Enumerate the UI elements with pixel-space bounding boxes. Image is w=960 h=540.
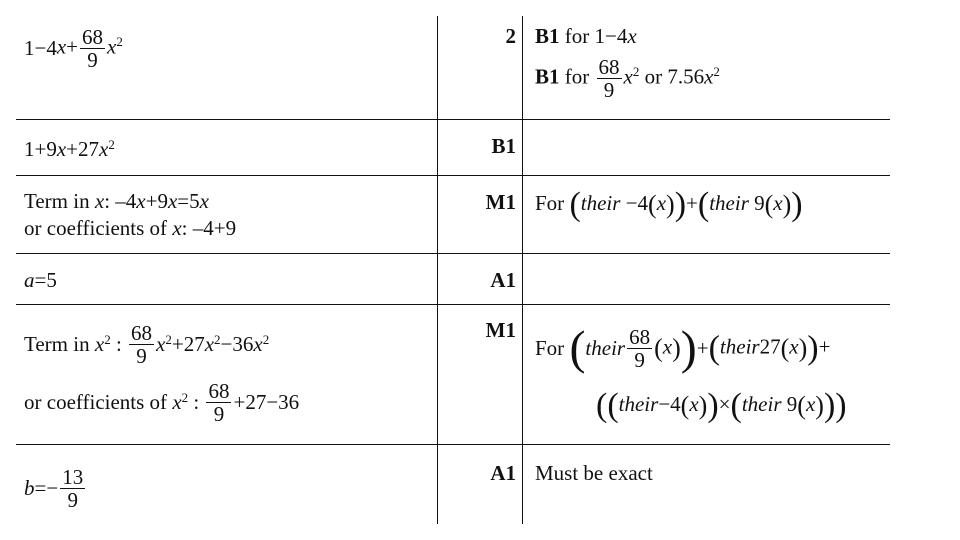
row-divider (16, 304, 890, 305)
fraction: $\frac{68}{9}$ (629, 325, 651, 373)
answer-row-1: 1−4x+ $\frac{68}{9}$ $x^2$ (24, 25, 123, 73)
guidance-row-1-line-1: B1 for 1−4x (535, 24, 637, 48)
column-divider-right (522, 16, 523, 524)
guidance-row-5-line-2: ((their−4(x))×(their 9(x))) (596, 387, 847, 425)
row-divider (16, 119, 890, 120)
fraction: $\frac{13}{9}$ (62, 465, 84, 513)
row-divider (16, 175, 890, 176)
mark-row-1: 2 (505, 24, 516, 48)
mark-row-3: M1 (485, 190, 516, 214)
answer-row-6: b=− $\frac{13}{9}$ (24, 465, 84, 513)
row-divider (16, 444, 890, 445)
mark-row-2: B1 (491, 134, 516, 158)
guidance-row-3: For (their −4(x))+(their 9(x)) (535, 186, 803, 224)
fraction: $\frac{68}{9}$ (598, 55, 620, 103)
row-divider (16, 253, 890, 254)
mark-row-5: M1 (485, 318, 516, 342)
answer-row-2: $1+9x+27x^2$ (24, 136, 115, 161)
mark-row-6: A1 (490, 461, 516, 485)
answer-row-3-line-2: or coefficients of x: –4+9 (24, 216, 237, 240)
mark-row-4: A1 (490, 268, 516, 292)
guidance-row-1-line-2: B1 for $\frac{68}{9}$ $x^2$ or $7.56x^2$ (535, 55, 720, 103)
column-divider-left (437, 16, 438, 524)
answer-row-5-line-1: Term in $x^2$ : $\frac{68}{9}$ $x^2+27x^2-36x^2$ (24, 321, 270, 369)
answer-row-5-line-2: or coefficients of $x^2$ : $\frac{68}{9}$ +27−36 (24, 379, 300, 427)
fraction: $\frac{68}{9}$ (82, 25, 104, 73)
fraction: $\frac{68}{9}$ (208, 379, 230, 427)
answer-row-3-line-1: Term in x: –4x+9x=5x (24, 189, 209, 213)
answer-row-4: a=5 (24, 268, 57, 292)
fraction: $\frac{68}{9}$ (131, 321, 153, 369)
guidance-row-5-line-1: For (their $\frac{68}{9}$ (x))+(their27(x))+ (535, 321, 831, 375)
guidance-row-6: Must be exact (535, 461, 653, 485)
